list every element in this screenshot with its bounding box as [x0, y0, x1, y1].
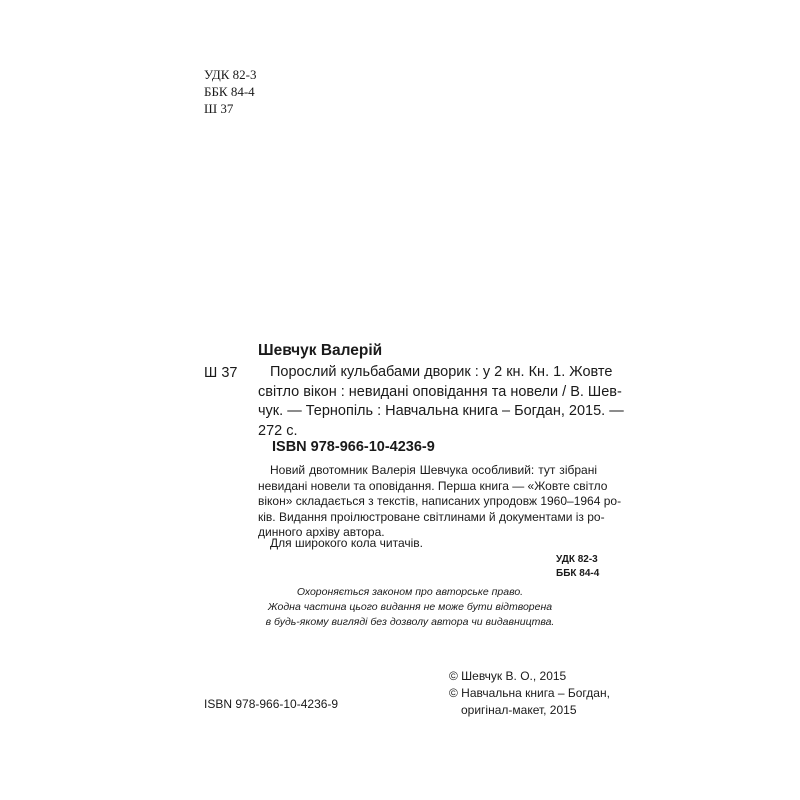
isbn-record: ISBN 978-966-10-4236-9 [272, 439, 435, 455]
bibliographic-description [258, 363, 624, 441]
rights-line: © Шевчук В. О., 2015 [449, 669, 567, 683]
cutter-code-top: Ш 37 [204, 101, 234, 116]
bib-line: 272 с. [258, 422, 298, 439]
bib-line: чук. — Тернопіль : Навчальна книга – Богдан, 2015. — [258, 403, 624, 419]
cutter-code: Ш 37 [204, 365, 238, 381]
notice-line: Охороняється законом про авторське право. [296, 586, 524, 598]
rights-line: оригінал-макет, 2015 [461, 703, 577, 717]
repeat-codes [556, 553, 599, 581]
bib-line: світло вікон : невидані оповідання та новели / В. Шев- [258, 383, 622, 400]
author-heading: Шевчук Валерій [258, 342, 383, 359]
notice-line: Жодна частина цього видання не може бути відтворена [267, 601, 553, 613]
rights-line: © Навчальна книга – Богдан, [449, 686, 610, 700]
bbk-code: ББК 84-4 [204, 84, 255, 99]
annotation-line: ків. Видання проілюстроване світлинами й документами із ро- [258, 509, 605, 524]
audience-note: Для широкого кола читачів. [270, 536, 423, 550]
copyright-notice [250, 585, 570, 630]
udk-code: УДК 82-3 [204, 67, 257, 82]
annotation-line: Новий двотомник Валерія Шевчука особливий: тут зібрані [270, 463, 597, 477]
annotation-line: динного архіву автора. [258, 525, 385, 539]
copyright-rights [449, 668, 610, 719]
bbk-code-repeat: ББК 84-4 [556, 568, 600, 579]
annotation-line: невидані новели та оповідання. Перша книга — «Жовте світло [258, 478, 608, 493]
bib-line: Порослий кульбабами дворик : у 2 кн. Кн. 1. Жовте [270, 364, 613, 380]
classification-codes [204, 66, 257, 117]
notice-line: в будь-якому вигляді без дозволу автора чи видавництва. [265, 616, 555, 628]
udk-code-repeat: УДК 82-3 [556, 554, 598, 565]
isbn-footer: ISBN 978-966-10-4236-9 [204, 697, 339, 711]
annotation-line: вікон» складається з текстів, написаних упродовж 1960–1964 ро- [258, 494, 622, 508]
annotation [258, 463, 622, 541]
